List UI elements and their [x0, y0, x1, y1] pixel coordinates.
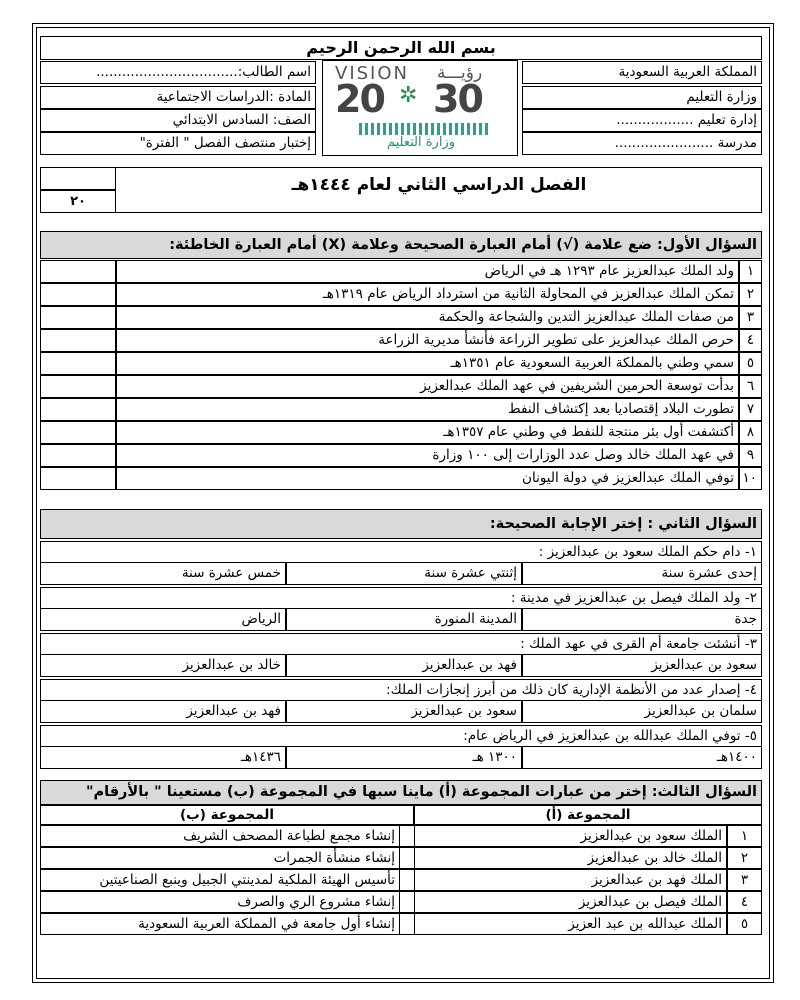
- q2-title: السؤال الثاني : إختر الإجابة الصحيحة:: [40, 509, 762, 539]
- score-value: ٢٠: [40, 190, 116, 213]
- q2-option[interactable]: سعود بن عبدالعزيز: [286, 701, 522, 723]
- q3-answer-box[interactable]: [400, 869, 414, 891]
- header-country: المملكة العربية السعودية: [522, 61, 762, 84]
- q1-answer-box[interactable]: [40, 306, 116, 329]
- q1-answer-box[interactable]: [40, 444, 116, 467]
- student-name-field[interactable]: اسم الطالب:.................................: [40, 61, 316, 84]
- q1-row-statement: ولد الملك عبدالعزيز عام ١٢٩٣ هـ في الرياض: [116, 260, 739, 283]
- q3-group-a-item: الملك خالد بن عبدالعزيز: [414, 847, 727, 869]
- q2-option[interactable]: ١٤٣٦هـ: [40, 747, 286, 769]
- q3-group-b-item: إنشاء مشروع الري والصرف: [40, 891, 400, 913]
- q3-answer-box[interactable]: [400, 847, 414, 869]
- logo-dot-pattern: [359, 123, 489, 135]
- q1-row-number: ١٠: [739, 467, 762, 490]
- q3-title: السؤال الثالث: إختر من عبارات المجموعة (أ) ماينا سبها في المجموعة (ب) مستعينا " بالأرقام": [40, 780, 762, 805]
- q1-answer-box[interactable]: [40, 260, 116, 283]
- q1-answer-box[interactable]: [40, 352, 116, 375]
- q2-option[interactable]: فهد بن عبدالعزيز: [40, 701, 286, 723]
- q3-group-b-item: إنشاء منشأة الجمرات: [40, 847, 400, 869]
- q1-row-number: ٤: [739, 329, 762, 352]
- q1-answer-box[interactable]: [40, 375, 116, 398]
- q1-answer-box[interactable]: [40, 467, 116, 490]
- q1-row-number: ٣: [739, 306, 762, 329]
- logo-year-right: 30: [433, 77, 482, 121]
- q2-option[interactable]: إثنتي عشرة سنة: [286, 563, 522, 585]
- q1-row-statement: توفي الملك عبدالعزيز في دولة اليونان: [116, 467, 739, 490]
- q3-group-a-item: الملك فيصل بن عبدالعزيز: [414, 891, 727, 913]
- q2-option[interactable]: الرياض: [40, 609, 286, 631]
- q1-answer-box[interactable]: [40, 398, 116, 421]
- q2-option[interactable]: سلمان بن عبدالعزيز: [522, 701, 762, 723]
- q1-answer-box[interactable]: [40, 283, 116, 306]
- vision-2030-logo: [322, 60, 518, 156]
- q2-option[interactable]: جدة: [522, 609, 762, 631]
- q2-option[interactable]: سعود بن عبدالعزيز: [522, 655, 762, 677]
- q1-row-statement: أكتشفت أول بئر منتجة للنفط في وطني عام ١٣٥٧هـ: [116, 421, 739, 444]
- q3-group-a-item: الملك عبدالله بن عبد العزيز: [414, 913, 727, 935]
- q1-row-number: ٩: [739, 444, 762, 467]
- q2-option[interactable]: فهد بن عبدالعزيز: [286, 655, 522, 677]
- q3-group-a-item: الملك سعود بن عبدالعزيز: [414, 825, 727, 847]
- q3-group-b-item: تأسيس الهيئة الملكية لمدينتي الجبيل وينبع الصناعيتين: [40, 869, 400, 891]
- q1-answer-box[interactable]: [40, 421, 116, 444]
- q1-answer-box[interactable]: [40, 329, 116, 352]
- q2-question: ٢- ولد الملك فيصل بن عبدالعزيز في مدينة :: [40, 587, 762, 609]
- q3-answer-box[interactable]: [400, 891, 414, 913]
- logo-ministry-text: وزارة التعليم: [386, 135, 456, 150]
- header-school: مدرسة .......................: [522, 132, 762, 155]
- q1-row-statement: سمي وطني بالمملكة العربية السعودية عام ١٣٥١هـ: [116, 352, 739, 375]
- q1-row-statement: في عهد الملك خالد وصل عدد الوزارات إلى ١٠٠ وزارة: [116, 444, 739, 467]
- subject-label: المادة :الدراسات الاجتماعية: [40, 86, 316, 109]
- q1-row-number: ٧: [739, 398, 762, 421]
- q2-option[interactable]: المدينة المنورة: [286, 609, 522, 631]
- q1-title: السؤال الأول: ضع علامة (√) أمام العبارة الصحيحة وعلامة (X) أمام العبارة الخاطئة:: [40, 231, 762, 259]
- score-box-top: [40, 167, 116, 190]
- q1-row-number: ٢: [739, 283, 762, 306]
- q2-question: ٤- إصدار عدد من الأنظمة الإدارية كان ذلك من أبرز إنجازات الملك:: [40, 679, 762, 701]
- q1-row-number: ٨: [739, 421, 762, 444]
- q2-option[interactable]: ١٤٠٠هـ: [522, 747, 762, 769]
- header-ministry: وزارة التعليم: [522, 86, 762, 109]
- q2-question: ١- دام حكم الملك سعود بن عبدالعزيز :: [40, 541, 762, 563]
- q3-head-a: المجموعة (أ): [414, 805, 762, 825]
- q1-row-number: ١: [739, 260, 762, 283]
- q2-question: ٥- توفي الملك عبدالله بن عبدالعزيز في الرياض عام:: [40, 725, 762, 747]
- q1-row-statement: من صفات الملك عبدالعزيز التدين والشجاعة والحكمة: [116, 306, 739, 329]
- q3-group-b-item: إنشاء أول جامعة في المملكة العربية السعودية: [40, 913, 400, 935]
- logo-vision-text: VISION: [335, 63, 409, 84]
- q2-option[interactable]: خالد بن عبدالعزيز: [40, 655, 286, 677]
- q3-row-number: ٢: [727, 847, 762, 869]
- exam-type-label: إختبار منتصف الفصل " الفترة": [40, 132, 316, 155]
- q3-row-number: ٣: [727, 869, 762, 891]
- q3-group-b-item: إنشاء مجمع لطباعة المصحف الشريف: [40, 825, 400, 847]
- q2-option[interactable]: خمس عشرة سنة: [40, 563, 286, 585]
- basmala: بسم الله الرحمن الرحيم: [40, 36, 762, 60]
- q2-question: ٣- أنشئت جامعة أم القرى في عهد الملك :: [40, 633, 762, 655]
- q3-answer-box[interactable]: [400, 913, 414, 935]
- q2-option[interactable]: ١٣٠٠ هـ: [286, 747, 522, 769]
- q2-option[interactable]: إحدى عشرة سنة: [522, 563, 762, 585]
- q3-row-number: ٥: [727, 913, 762, 935]
- logo-year-left: 20: [335, 77, 384, 121]
- q3-answer-box[interactable]: [400, 825, 414, 847]
- grade-label: الصف: السادس الابتدائي: [40, 109, 316, 132]
- q1-row-statement: تمكن الملك عبدالعزيز في المحاولة الثانية من استرداد الرياض عام ١٣١٩هـ: [116, 283, 739, 306]
- header-education-dept: إدارة تعليم ..................: [522, 109, 762, 132]
- q1-row-number: ٦: [739, 375, 762, 398]
- q1-row-statement: بدأت توسعة الحرمين الشريفين في عهد الملك عبدالعزيز: [116, 375, 739, 398]
- q3-group-a-item: الملك فهد بن عبدالعزيز: [414, 869, 727, 891]
- q3-row-number: ١: [727, 825, 762, 847]
- q1-row-number: ٥: [739, 352, 762, 375]
- q3-head-b: المجموعة (ب): [40, 805, 414, 825]
- q1-row-statement: تطورت البلاد إقتصاديا بعد إكتشاف النفط: [116, 398, 739, 421]
- logo-arabic-vision: رؤيـــة: [437, 63, 483, 83]
- term-title: الفصل الدراسي الثاني لعام ١٤٤٤هـ: [291, 175, 587, 195]
- q1-row-statement: حرص الملك عبدالعزيز على تطوير الزراعة فأنشأ مديرية الزراعة: [116, 329, 739, 352]
- q3-row-number: ٤: [727, 891, 762, 913]
- palm-emblem-icon: ✲: [399, 83, 418, 108]
